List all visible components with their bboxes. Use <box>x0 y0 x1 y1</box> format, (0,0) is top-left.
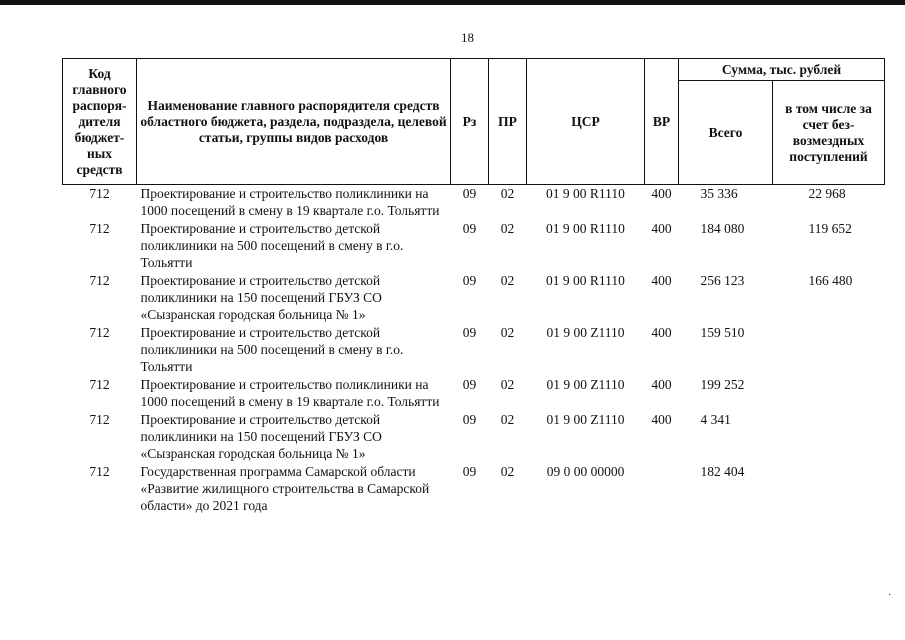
header-grants: в том числе за счет без-возмездных поступлений <box>773 81 885 185</box>
cell-rz: 09 <box>462 273 477 288</box>
cell-total: 182 404 <box>700 464 745 479</box>
header-vr: ВР <box>645 59 679 185</box>
cell-grants <box>773 376 885 411</box>
cell-pr: 02 <box>500 221 515 236</box>
cell-vr: 400 <box>651 273 672 288</box>
header-rz: Рз <box>451 59 489 185</box>
cell-code: 712 <box>89 221 110 236</box>
cell-rz: 09 <box>462 186 477 201</box>
header-pr: ПР <box>489 59 527 185</box>
cell-name: Проектирование и строительство детской поликлиники на 150 посещений ГБУЗ СО «Сызранская городская больница № 1» <box>140 273 382 322</box>
cell-total: 199 252 <box>700 377 745 392</box>
budget-table <box>62 58 885 515</box>
cell-rz: 09 <box>462 377 477 392</box>
cell-csr: 01 9 00 R1110 <box>546 186 625 201</box>
cell-grants <box>773 324 885 376</box>
cell-pr: 02 <box>500 464 515 479</box>
cell-pr: 02 <box>500 325 515 340</box>
cell-pr: 02 <box>500 377 515 392</box>
cell-rz: 09 <box>462 412 477 427</box>
cell-grants: 119 652 <box>808 221 852 236</box>
cell-pr: 02 <box>500 273 515 288</box>
cell-name: Проектирование и строительство поликлиники на 1000 посещений в смену в 19 квартале г.о. Тольятти <box>140 377 440 409</box>
cell-total: 159 510 <box>700 325 745 340</box>
cell-total: 184 080 <box>700 221 745 236</box>
cell-vr: 400 <box>651 412 672 427</box>
cell-total: 35 336 <box>700 186 738 201</box>
cell-vr: 400 <box>651 221 672 236</box>
cell-code: 712 <box>89 186 110 201</box>
cell-grants: 22 968 <box>808 186 846 201</box>
table-row <box>63 324 885 376</box>
cell-total: 256 123 <box>700 273 745 288</box>
table-row <box>63 185 885 221</box>
cell-code: 712 <box>89 273 110 288</box>
header-total: Всего <box>679 81 773 185</box>
header-sum-group: Сумма, тыс. рублей <box>679 59 885 81</box>
page-top-border <box>0 0 905 5</box>
cell-name: Проектирование и строительство детской поликлиники на 500 посещений в смену в г.о. Тольятти <box>140 325 404 374</box>
cell-csr: 01 9 00 Z1110 <box>546 412 625 427</box>
cell-vr: 400 <box>651 377 672 392</box>
header-name: Наименование главного распорядителя средств областного бюджета, раздела, подраздела, целевой статьи, группы видов расходов <box>137 59 451 185</box>
cell-code: 712 <box>89 325 110 340</box>
table-row <box>63 411 885 463</box>
table-row <box>63 463 885 515</box>
cell-vr: 400 <box>651 325 672 340</box>
cell-grants <box>773 411 885 463</box>
cell-rz: 09 <box>462 464 477 479</box>
cell-vr <box>645 463 679 515</box>
cell-grants: 166 480 <box>808 273 853 288</box>
cell-name: Проектирование и строительство детской поликлиники на 150 посещений ГБУЗ СО «Сызранская городская больница № 1» <box>140 412 382 461</box>
cell-csr: 09 0 00 00000 <box>546 464 625 479</box>
cell-pr: 02 <box>500 186 515 201</box>
cell-vr: 400 <box>651 186 672 201</box>
header-csr: ЦСР <box>527 59 645 185</box>
scan-mark: · <box>888 590 892 601</box>
table-row <box>63 272 885 324</box>
table-body <box>63 185 885 516</box>
cell-code: 712 <box>89 464 110 479</box>
cell-name: Государственная программа Самарской области «Развитие жилищного строительства в Самарской области» до 2021 года <box>140 464 430 513</box>
cell-rz: 09 <box>462 221 477 236</box>
cell-grants <box>773 463 885 515</box>
cell-csr: 01 9 00 Z1110 <box>546 325 625 340</box>
cell-csr: 01 9 00 R1110 <box>546 221 625 236</box>
cell-name: Проектирование и строительство поликлиники на 1000 посещений в смену в 19 квартале г.о. Тольятти <box>140 186 440 218</box>
cell-rz: 09 <box>462 325 477 340</box>
cell-csr: 01 9 00 R1110 <box>546 273 625 288</box>
table-row <box>63 376 885 411</box>
cell-code: 712 <box>89 377 110 392</box>
cell-pr: 02 <box>500 412 515 427</box>
table-header <box>63 59 885 185</box>
table-row <box>63 220 885 272</box>
cell-code: 712 <box>89 412 110 427</box>
cell-total: 4 341 <box>700 412 731 427</box>
header-code: Код главного распоря-дителя бюджет-ных средств <box>63 59 137 185</box>
cell-name: Проектирование и строительство детской поликлиники на 500 посещений в смену в г.о. Тольятти <box>140 221 404 270</box>
page-number: 18 <box>461 30 474 45</box>
cell-csr: 01 9 00 Z1110 <box>546 377 625 392</box>
